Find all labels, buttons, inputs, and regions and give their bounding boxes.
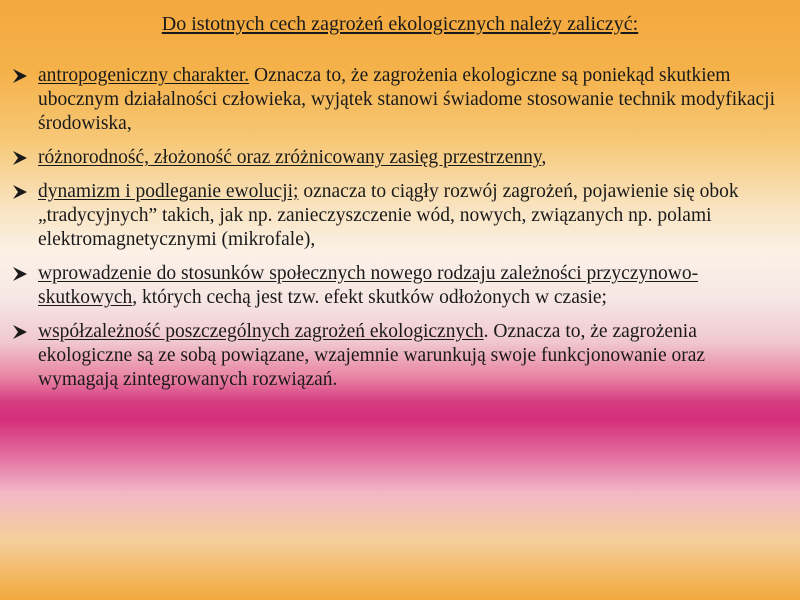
item-lead: wprowadzenie do stosunków społecznych nowego rodzaju zależności przyczynowo-skutkowych: [38, 263, 699, 308]
item-lead: dynamizm i podleganie ewolucji;: [38, 181, 299, 202]
arrow-bullet-icon: [10, 148, 30, 168]
slide-title: Do istotnych cech zagrożeń ekologicznych należy zaliczyć:: [161, 13, 639, 35]
list-item: [10, 320, 790, 392]
item-text: , których cechą jest tzw. efekt skutków odłożonych w czasie;: [132, 287, 607, 308]
item-text: oznacza to ciągły rozwój zagrożeń, pojawienie się obok „tradycyjnych” takich, jak np. zanieczyszczenie wód, nowych, związanych np. polami elektromagnetycznymi (mikrofale),: [38, 181, 739, 250]
list-item: [10, 262, 790, 310]
list-item: [10, 146, 790, 170]
item-text: Oznacza to, że zagrożenia ekologiczne są poniekąd skutkiem ubocznym działalności człowieka, wyjątek stanowi świadome stosowanie technik modyfikacji środowiska,: [38, 65, 776, 134]
arrow-bullet-icon: [10, 322, 30, 342]
item-lead: różnorodność, złożoność oraz zróżnicowany zasięg przestrzenny: [38, 147, 542, 168]
list-item: [10, 64, 790, 136]
arrow-bullet-icon: [10, 182, 30, 202]
arrow-bullet-icon: [10, 66, 30, 86]
item-lead: współzależność poszczególnych zagrożeń ekologicznych: [38, 321, 484, 342]
item-text: ,: [541, 147, 547, 168]
feature-list: [10, 64, 790, 402]
arrow-bullet-icon: [10, 264, 30, 284]
item-lead: antropogeniczny charakter.: [38, 65, 250, 86]
list-item: [10, 180, 790, 252]
item-text: . Oznacza to, że zagrożenia ekologiczne są ze sobą powiązane, wzajemnie warunkują swoje funkcjonowanie oraz wymagają zintegrowanych rozwiązań.: [38, 321, 706, 390]
